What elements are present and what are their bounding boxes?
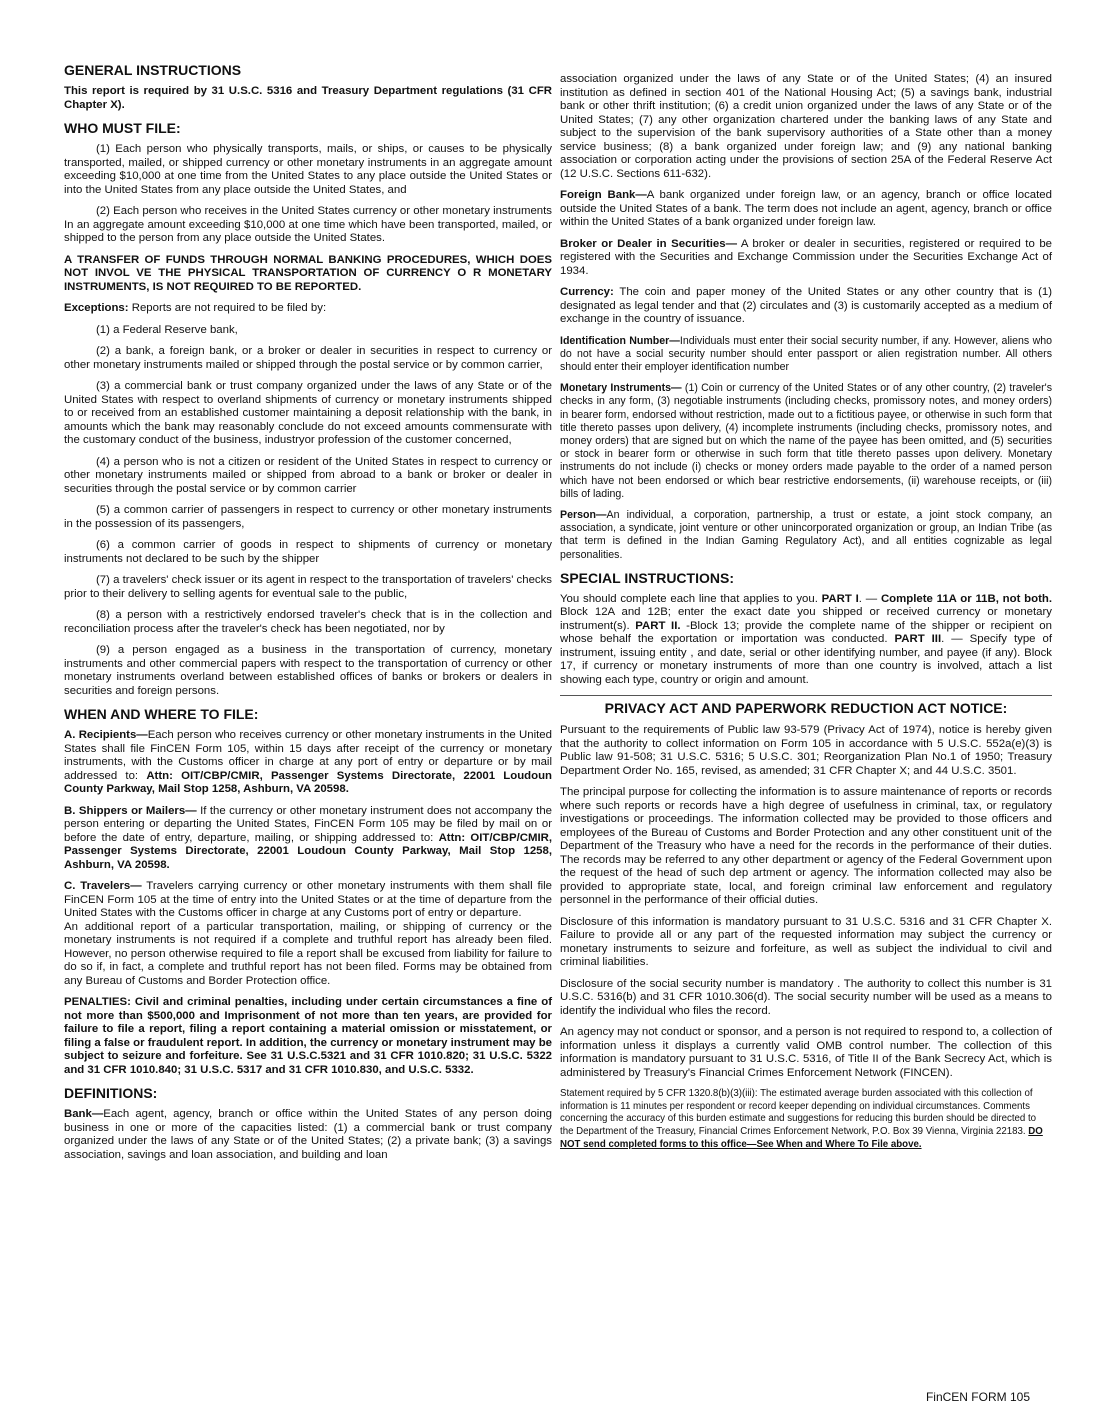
travelers-label: C. Travelers— bbox=[64, 880, 142, 892]
form-identifier: FinCEN FORM 105 bbox=[925, 1390, 1030, 1404]
recipients-label: A. Recipients— bbox=[64, 729, 148, 741]
special-text-3: Block 12A and 12B; enter the exact date you shipped or received currency or monetary instrument(s). bbox=[560, 606, 1052, 632]
recipients-text: Each person who receives currency or other monetary instruments in the United States shall file FinCEN Form 105, within 15 days after receipt of the currency or monetary instruments, with the Customs officer in charge at any port of entry or departure or by mail addressed to: bbox=[64, 729, 552, 782]
part-2-label: PART II. bbox=[635, 619, 681, 632]
exception-item: (2) a bank, a foreign bank, or a broker or dealer in securities in respect to currency or other monetary instruments mailed or shipped through the postal service or by common carrier, bbox=[64, 345, 552, 371]
exception-item: (1) a Federal Reserve bank, bbox=[96, 323, 238, 336]
person-label: Person— bbox=[560, 508, 607, 521]
privacy-paragraph-3: Disclosure of this information is mandatory pursuant to 31 U.S.C. 5316 and 31 CFR Chapter X. Failure to provide all or any part of the requested information may subject the currency or monetary instruments to seizure and forfeiture, as well as subject the individual to civil and criminal liabilities. bbox=[560, 915, 1052, 969]
exceptions-text: Reports are not required to be filed by: bbox=[128, 302, 327, 314]
monetary-instruments-definition bbox=[560, 382, 1052, 501]
bank-definition-continued: association organized under the laws of any State or of the United States; (4) an insured institution as defined in section 401 of the National Housing Act; (5) a savings bank, industrial bank or other thrift institution; (6) a credit union organized under the laws of any State or of the United States; (7) any other organization chartered under the banking laws of any State and subject to the supervision of the bank supervisory authorities of a State other than a money service business; (8) a bank organized under foreign law; and (9) any national banking association or corporation acting under the provisions of section 25A of the Federal Reserve Act (12 U.S.C. Sections 611-632). bbox=[560, 73, 1052, 180]
burden-notice: DO NOT send completed forms to this office—See When and Where To File above. bbox=[560, 1126, 1043, 1150]
person-definition bbox=[560, 509, 1052, 562]
person-text: An individual, a corporation, partnership, a trust or estate, a joint stock company, an association, a syndicate, joint venture or other unincorporated organization or group, an Indian Tribe (as that term is defined in the Indian Gaming Regulatory Act), and all entities cognizable as legal personalities. bbox=[560, 508, 1052, 561]
complete-note: Complete 11A or 11B, not both. bbox=[880, 592, 1052, 605]
exception-item: (5) a common carrier of passengers in respect to currency or other monetary instruments in the possession of its passengers, bbox=[64, 504, 552, 530]
left-column bbox=[64, 62, 552, 1170]
who-must-file-p2: (2) Each person who receives in the United States currency or other monetary instruments In an aggregate amount exceeding $10,000 at one time which have been transported, mailed, or shipped to the person from any place outside the United States. bbox=[64, 205, 552, 244]
monetary-instruments-text: (1) Coin or currency of the United States or of any other country, (2) traveler's checks in any form, (3) negotiable instruments (including checks, promissory notes, and money orders) in bearer form, endorsed without restriction, made out to a fictitious payee, or otherwise in such form that title thereto passes upon delivery, (4) incomplete instruments (including checks, promissory notes, and money orders) that are signed but on which the name of the payee has been omitted, and (5) securities or stock in bearer form or otherwise in such form that title thereto passes upon delivery. Monetary instruments do not include (i) checks or money orders made payable to the order of a named person which have not been endorsed or which bear restrictive endorsements, (ii) warehouse receipts, or (iii) bills of lading. bbox=[560, 382, 1052, 500]
exceptions-label: Exceptions: bbox=[64, 302, 129, 314]
currency-definition bbox=[560, 286, 1052, 327]
general-intro: This report is required by 31 U.S.C. 5316 and Treasury Department regulations (31 CFR Chapter X). bbox=[64, 85, 552, 111]
exceptions-intro bbox=[64, 302, 552, 316]
foreign-bank-label: Foreign Bank— bbox=[560, 189, 647, 201]
who-must-file-heading: WHO MUST FILE: bbox=[64, 120, 181, 136]
transfer-notice: A TRANSFER OF FUNDS THROUGH NORMAL BANKING PROCEDURES, WHICH DOES NOT INVOL VE THE PHYSICAL TRANSPORTATION OF CURRENCY O R MONETARY INSTRUMENTS, IS NOT REQUIRED TO BE REPORTED. bbox=[64, 253, 552, 293]
exception-item: (4) a person who is not a citizen or resident of the United States in respect to currency or other monetary instruments mailed or shipped from abroad to a bank or broker or dealer in securities through the postal service or by common carrier bbox=[64, 455, 552, 495]
special-instructions-heading: SPECIAL INSTRUCTIONS: bbox=[560, 569, 734, 586]
broker-label: Broker or Dealer in Securities— bbox=[560, 237, 737, 250]
definitions-heading: DEFINITIONS: bbox=[64, 1085, 158, 1101]
broker-definition bbox=[560, 238, 1052, 279]
special-text-4: -Block 13; provide the complete name of the shipper or recipient on whose behalf the exportation or importation was conducted. bbox=[560, 619, 1052, 646]
id-number-text: Individuals must enter their social security number, if any. However, aliens who do not have a social security number should enter passport or alien registration number. All others should enter their employer identification number bbox=[560, 334, 1052, 373]
bank-text: Each agent, agency, branch or office within the United States of any person doing business in one or more of the capacities listed: (1) a commercial bank or trust company organized under the laws of any State or of the United States; (2) a private bank; (3) a savings association, savings and loan association, and building and loan bbox=[64, 1108, 552, 1161]
right-column bbox=[560, 73, 1052, 1159]
additional-report-paragraph: An additional report of a particular transportation, mailing, or shipping of currency or the monetary instruments is not required if a complete and truthful report has already been filed. However, no person otherwise required to file a report shall be excused from liability for failure to do so if, in fact, a complete and truthful report has not been filed. Forms may be obtained from any Bureau of Customs and Border Protection office. bbox=[64, 920, 552, 987]
currency-text: The coin and paper money of the United States or any other country that is (1) designated as legal tender and that (2) circulates and (3) is customarily accepted as a medium of exchange in the country of issuance. bbox=[560, 286, 1052, 325]
exception-item: (6) a common carrier of goods in respect to shipments of currency or monetary instruments not declared to be such by the shipper bbox=[64, 539, 552, 565]
general-instructions-heading: GENERAL INSTRUCTIONS bbox=[64, 62, 242, 78]
travelers-paragraph bbox=[64, 880, 552, 921]
monetary-instruments-label: Monetary Instruments— bbox=[560, 382, 682, 395]
privacy-paragraph-1: Pursuant to the requirements of Public law 93-579 (Privacy Act of 1974), notice is hereby given that the authority to collect information on Form 105 in accordance with 5 U.S.C. 552a(e)(3) is Public law 91-508; 31 U.S.C. 5316; 5 U.S.C. 301; Reorganization Plan No.1 of 1950; Treasury Department Order No. 165, revised, as amended; 31 CFR Chapter X; and 44 U.S.C. 3501. bbox=[560, 724, 1052, 777]
id-number-definition bbox=[560, 335, 1052, 375]
part-1-label: PART I bbox=[821, 592, 859, 605]
shippers-address: Attn: OIT/CBP/CMIR, Passenger Systems Directorate, 22001 Loudoun County Parkway, Mail Stop 1258, Ashburn, VA 20598. bbox=[64, 831, 553, 871]
currency-label: Currency: bbox=[560, 286, 614, 298]
foreign-bank-definition bbox=[560, 189, 1052, 230]
privacy-paragraph-4: Disclosure of the social security number is mandatory . The authority to collect this number is 31 U.S.C. 5316(b) and 31 CFR 1010.306(d). The social security number will be used as a means to identify the individual who files the record. bbox=[560, 977, 1052, 1017]
exception-item: (8) a person with a restrictively endorsed traveler's check that is in the collection and reconciliation process after the traveler's check has been negotiated, nor by bbox=[64, 609, 552, 635]
privacy-paragraph-5: An agency may not conduct or sponsor, and a person is not required to respond to, a collection of information unless it displays a currently valid OMB control number. The collection of this information is mandatory pursuant to 31 U.S.C. 5316, of Title II of the Bank Secrecy Act, which is administered by Treasury's Financial Crimes Enforcement Network (FINCEN). bbox=[560, 1026, 1052, 1079]
recipients-paragraph bbox=[64, 729, 552, 797]
special-instructions-paragraph bbox=[560, 593, 1052, 688]
bank-definition bbox=[64, 1108, 552, 1162]
exception-item: (7) a travelers' check issuer or its agent in respect to the transportation of travelers' checks prior to their delivery to selling agents for eventual sale to the public, bbox=[64, 574, 552, 600]
burden-text: Statement required by 5 CFR 1320.8(b)(3)(iii): The estimated average burden associated with this collection of information is 11 minutes per respondent or record keeper depending on individual circumstances. Comments concerning the accuracy of this burden estimate and suggestions for reducing this burden should be directed to the Department of the Treasury, Financial Crimes Enforcement Network, P.O. Box 39 Vienna, Virginia 22183. bbox=[560, 1088, 1037, 1138]
bank-label: Bank— bbox=[64, 1108, 104, 1120]
broker-text: A broker or dealer in securities, registered or required to be registered with the Securities and Exchange Commission under the Securities Exchange Act of 1934. bbox=[560, 237, 1052, 277]
privacy-paragraph-2: The principal purpose for collecting the information is to assure maintenance of reports or records where such reports or records have a high degree of usefulness in criminal, tax, or regulatory investigations or proceedings. The information collected may be provided to those officers and employees of the Bureau of Customs and Border Protection and any other constituent unit of the Department of the Treasury who have a need for the records in the performance of their duties. The records may be referred to any other department or agency of the Federal Government upon the request of the head of such dep artment or agency. The information collected may also be provided to appropriate state, local, and foreign criminal law enforcement and regulatory personnel in the performance of their official duties. bbox=[560, 786, 1052, 907]
exception-item: (9) a person engaged as a business in the transportation of currency, monetary instruments and other commercial papers with respect to the transportation of currency or other monetary instruments overland between established offices of banks or brokers or dealers in securities and foreign persons. bbox=[64, 644, 552, 697]
privacy-notice-heading: PRIVACY ACT AND PAPERWORK REDUCTION ACT NOTICE: bbox=[560, 695, 1052, 716]
shippers-paragraph bbox=[64, 805, 552, 873]
who-must-file-p1: (1) Each person who physically transports, mails, or ships, or causes to be physically transported, mailed, or shipped currency or other monetary instruments in an aggregate amount exceeding $10,000 at one time from the United States to any place outside the United States or into the United States from any place outside the United States, and bbox=[64, 143, 552, 196]
burden-statement bbox=[560, 1088, 1052, 1151]
special-text-5: . — Specify type of instrument, issuing entity , and date, serial or other identifying number, and payee (if any). Block 17, if currency or monetary instruments of more than one country is involved, attach a list showing each type, country or origin and amount. bbox=[560, 633, 1052, 686]
travelers-text: Travelers carrying currency or other monetary instruments with them shall file FinCEN Form 105 at the time of entry into the United States or at the time of departure from the United States with the Customs officer in charge at any Customs port of entry or departure. bbox=[64, 880, 553, 919]
special-text-2: . — bbox=[858, 592, 881, 605]
exception-item: (3) a commercial bank or trust company organized under the laws of any State or of the United States with respect to overland shipments of currency or monetary instruments shipped to or received from an established customer maintaining a deposit relationship with the bank, in amounts which the bank may reasonably conclude do not exceed amounts commensurate with the customary conduct of the business, industryor profession of the customer concerned, bbox=[64, 380, 552, 446]
shippers-label: B. Shippers or Mailers— bbox=[64, 804, 197, 817]
part-3-label: PART III bbox=[894, 633, 942, 646]
recipients-address: Attn: OIT/CBP/CMIR, Passenger Systems Directorate, 22001 Loudoun County Parkway, Mail Stop 1258, Ashburn, VA 20598. bbox=[64, 769, 552, 795]
id-number-label: Identification Number— bbox=[560, 334, 680, 347]
when-where-heading: WHEN AND WHERE TO FILE: bbox=[64, 706, 259, 722]
foreign-bank-text: A bank organized under foreign law, or an agency, branch or office located outside the United States of a bank. The term does not include an agent, agency, branch or office within the United States of a bank organized under foreign law. bbox=[560, 189, 1052, 228]
penalties-paragraph: PENALTIES: Civil and criminal penalties, including under certain circumstances a fine of not more than $500,000 and Imprisonment of not more than ten years, are provided for failure to file a report, filing a report containing a material omission or misstatement, or filing a false or fraudulent report. In addition, the currency or monetary instrument may be subject to seizure and forfeiture. See 31 U.S.C.5321 and 31 CFR 1010.820; 31 U.S.C. 5322 and 31 CFR 1010.840; 31 U.S.C. 5317 and 31 CFR 1010.830, and U.S.C. 5332. bbox=[64, 996, 552, 1076]
special-text-1: You should complete each line that applies to you. bbox=[560, 592, 822, 605]
shippers-text: If the currency or other monetary instrument does not accompany the person entering or departing the United States, FinCEN Form 105 may be filed by mail on or before the date of entry, departure, mailing, or shipping addressed to: bbox=[64, 804, 552, 844]
